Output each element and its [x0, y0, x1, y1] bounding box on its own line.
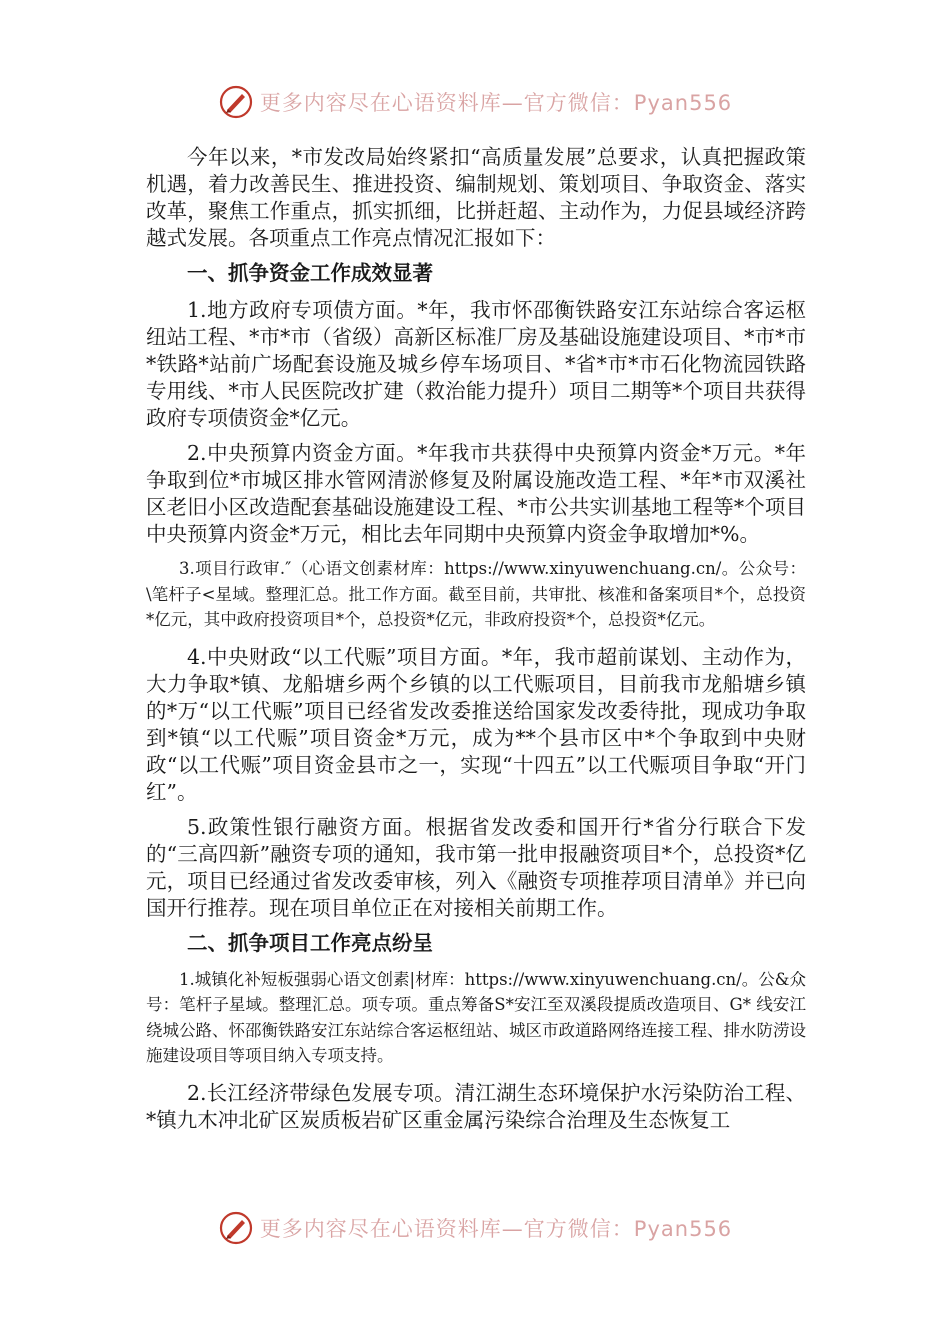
paragraph-1-2: 2.中央预算内资金方面。*年我市共获得中央预算内资金*万元。*年争取到位*市城区排水管网清淤修复及附属设施改造工程、*年*市双溪社区老旧小区改造配套基础设施建设工程、*市公共实训基地工程等*个项目中央预算内资金*万元，相比去年同期中央预算内资金争取增加*%。 — [146, 441, 806, 546]
header-banner — [0, 82, 950, 122]
paragraph-2-1: 1.城镇化补短板强弱心语文创素|材库：https://www.xinyuwenchuang.cn/。公&众号：笔杆子星域。整理汇总。项专项。重点筹备S*安江至双溪段提质改造项目、G* 线安江绕城公路、怀邵衡铁路安江东站综合客运枢纽站、城区市政道路网络连接工程、排水防涝设施建设项目等项目纳入专项支持。 — [146, 969, 806, 1065]
paragraph-2-2: 2.长江经济带绿色发展专项。清江湖生态环境保护水污染防治工程、*镇九木冲北矿区炭质板岩矿区重金属污染综合治理及生态恢复工 — [146, 1080, 806, 1132]
paragraph-1-1: 1.地方政府专项债方面。*年，我市怀邵衡铁路安江东站综合客运枢纽站工程、*市*市（省级）高新区标准厂房及基础设施建设项目、*市*市*铁路*站前广场配套设施及城乡停车场项目、*省*市*市石化物流园铁路专用线、*市人民医院改扩建（救治能力提升）项目二期等*个项目共获得政府专项债资金*亿元。 — [146, 298, 806, 430]
pen-circle-logo-icon — [218, 84, 254, 120]
footer-banner — [0, 1208, 950, 1248]
section-heading-2: 二、抓争项目工作亮点纷呈 — [187, 930, 433, 955]
intro-paragraph: 今年以来，*市发改局始终紧扣“高质量发展”总要求，认真把握政策机遇，着力改善民生、推进投资、编制规划、策划项目、争取资金、落实改革，聚焦工作重点，抓实抓细，比拼赶超、主动作为，力促县域经济跨越式发展。各项重点工作亮点情况汇报如下： — [146, 145, 806, 250]
pen-circle-logo-icon — [218, 1210, 254, 1246]
paragraph-1-5: 5.政策性银行融资方面。根据省发改委和国开行*省分行联合下发的“三高四新”融资专项的通知，我市第一批申报融资项目*个，总投资*亿元，项目已经通过省发改委审核，列入《融资专项推荐项目清单》并已向国开行推荐。现在项目单位正在对接相关前期工作。 — [146, 814, 806, 920]
section-heading-1: 一、抓争资金工作成效显著 — [187, 261, 433, 285]
paragraph-1-4: 4.中央财政“以工代赈”项目方面。*年，我市超前谋划、主动作为，大力争取*镇、龙船塘乡两个乡镇的以工代赈项目，目前我市龙船塘乡镇的*万“以工代赈”项目已经省发改委推送给国家发改委待批，现成功争取到*镇“以工代赈”项目资金*万元，成为**个县市区中*个争取到中央财政“以工代赈”项目资金县市之一，实现“十四五”以工代赈项目争取“开门红”。 — [146, 644, 806, 804]
paragraph-1-3: 3.项目行政审.″（心语文创素材库：https://www.xinyuwenchuang.cn/。公众号：\笔杆子<星域。整理汇总。批工作方面。截至目前，共审批、核准和备案项目*个，总投资*亿元，其中政府投资项目*个，总投资*亿元，非政府投资*个，总投资*亿元。 — [146, 559, 806, 629]
footer-banner-text: 更多内容尽在心语资料库—官方微信：Pyan556 — [259, 1217, 733, 1241]
header-banner-text: 更多内容尽在心语资料库—官方微信：Pyan556 — [259, 91, 733, 115]
document-body — [146, 144, 806, 1142]
